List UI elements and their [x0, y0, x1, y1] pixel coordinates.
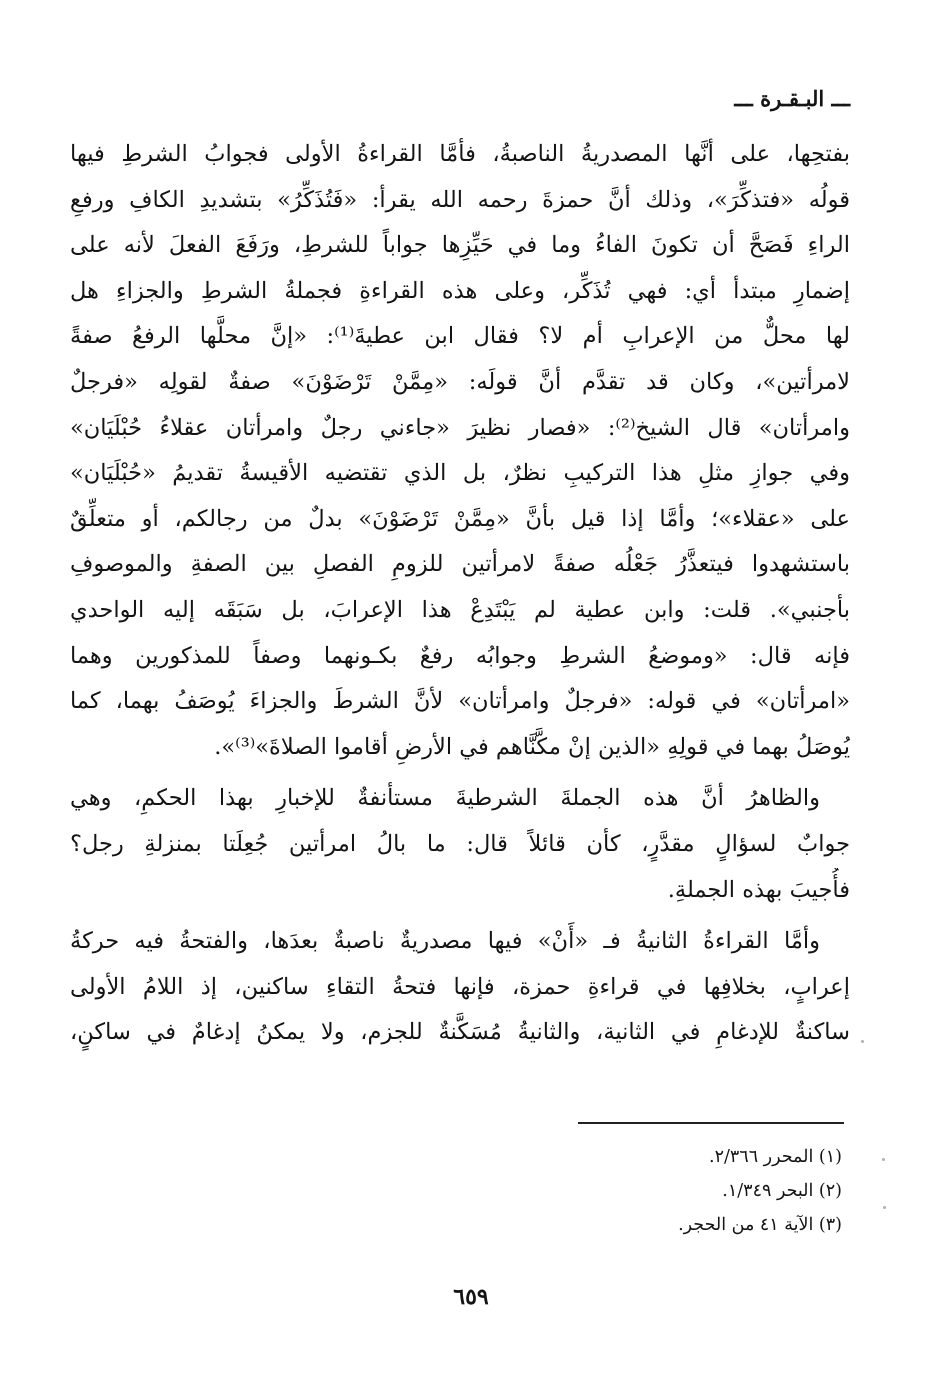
- text-line: يُوصَلُ بهما في قولِهِ «الذين إنْ مكَّنَّاهم في الأرضِ أقاموا الصلاةَ»⁽³⁾».: [214, 733, 850, 760]
- text-line: بأجنبي». قلت: وابن عطية لم يَبْتَدِعْ هذا الإعرابَ، بل سَبَقَه إليه الواحدي: [70, 596, 850, 623]
- text-line: ساكنةٌ للإدغامِ في الثانية، والثانيةُ مُسَكَّنةٌ للجزم، ولا يمكنُ إدغامٌ في ساكنٍ،: [70, 1019, 850, 1046]
- text-line: جوابٌ لسؤالٍ مقدَّرٍ، كأن قائلاً قال: ما بالُ امرأتين جُعِلَتا بمنزلةِ رجل؟: [70, 830, 850, 857]
- text-line: «امرأتان» في قوله: «فرجلٌ وامرأتان» لأنَّ الشرطَ والجزاءَ يُوصَفُ بهما، كما: [70, 688, 850, 715]
- text-line: قولُه «فتذكِّرَ»، وذلك أنَّ حمزةَ رحمه الله يقرأ: «فَتُذَكِّرُ» بتشديدِ الكافِ ورفعِ: [70, 186, 850, 213]
- text-line: فأُجيبَ بهذه الجملةِ.: [667, 876, 850, 903]
- footnotes: [678, 1140, 842, 1242]
- text-line: إعرابٍ، بخلافِها في قراءةِ حمزة، فإنها فتحةُ التقاءِ ساكنين، إذ اللامُ الأولى: [70, 973, 850, 1000]
- text-line: بفتحِها، على أنَّها المصدريةُ الناصبةُ، فأمَّا القراءةُ الأولى فجوابُ الشرطِ فيها: [70, 141, 850, 167]
- text-line: والظاهرُ أنَّ هذه الجملةَ الشرطيةَ مستأنفةٌ للإخبارِ بهذا الحكمِ، وهي: [70, 785, 820, 812]
- scan-speck: [861, 1040, 864, 1043]
- text-line: لها محلٌّ من الإعرابِ أم لا؟ فقال ابن عطيةَ⁽¹⁾: «إنَّ محلَّها الرفعُ صفةً: [70, 323, 850, 350]
- text-line: الراءِ فَصَحَّ أن تكونَ الفاءُ وما في حَيِّزِها جواباً للشرطِ، ورَفَعَ الفعلَ لأنه على: [70, 232, 850, 259]
- scan-speck: [883, 1206, 886, 1209]
- text-line: إضمارِ مبتدأ أي: فهي تُذَكِّر، وعلى هذه القراءةِ فجملةُ الشرطِ والجزاءِ هل: [70, 277, 850, 304]
- footnote-item: (١) المحرر ٢/٣٦٦.: [709, 1147, 842, 1167]
- text-line: وفي جوازِ مثلِ هذا التركيبِ نظرٌ، بل الذي تقتضيه الأقيسةُ تقديمُ «حُبْلَيَان»: [70, 460, 850, 487]
- text-line: باستشهدوا فيتعذَّرُ جَعْلُه صفةً لامرأتين للزومِ الفصلِ بين الصفةِ والموصوفِ: [70, 551, 850, 578]
- text-line: فإنه قال: «وموضعُ الشرطِ وجوابُه رفعٌ بكـونهما وصفاً للمذكورين وهما: [70, 642, 850, 669]
- footnote-item: (٣) الآية ٤١ من الحجر.: [678, 1215, 842, 1235]
- footnote-item: (٢) البحر ١/٣٤٩.: [722, 1181, 842, 1201]
- page-number: ٦٥٩: [453, 1284, 489, 1310]
- text-line: لامرأتين»، وكان قد تقدَّم أنَّ قولَه: «مِمَّنْ تَرْضَوْنَ» صفةٌ لقولِه «فرجلٌ: [70, 368, 850, 395]
- footnote-separator: [578, 1122, 844, 1124]
- text-line: على «عقلاء»؛ وأمَّا إذا قيل بأنَّ «مِمَّنْ تَرْضَوْنَ» بدلٌ من رجالكم، أو متعلِّقٌ: [70, 505, 850, 532]
- text-line: وأمَّا القراءةُ الثانيةُ فـ «أَنْ» فيها مصدريةٌ ناصبةٌ بعدَها، والفتحةُ فيه حركةُ: [70, 928, 820, 955]
- running-header: ـــ البـقـرة ـــ: [734, 86, 850, 111]
- text-line: وامرأتان» قال الشيخ⁽²⁾: «فصار نظيرَ «جاءني رجلٌ وامرأتان عقلاءُ حُبْلَيَان»: [70, 414, 850, 441]
- scan-speck: [882, 1158, 885, 1161]
- main-text: [70, 132, 850, 1056]
